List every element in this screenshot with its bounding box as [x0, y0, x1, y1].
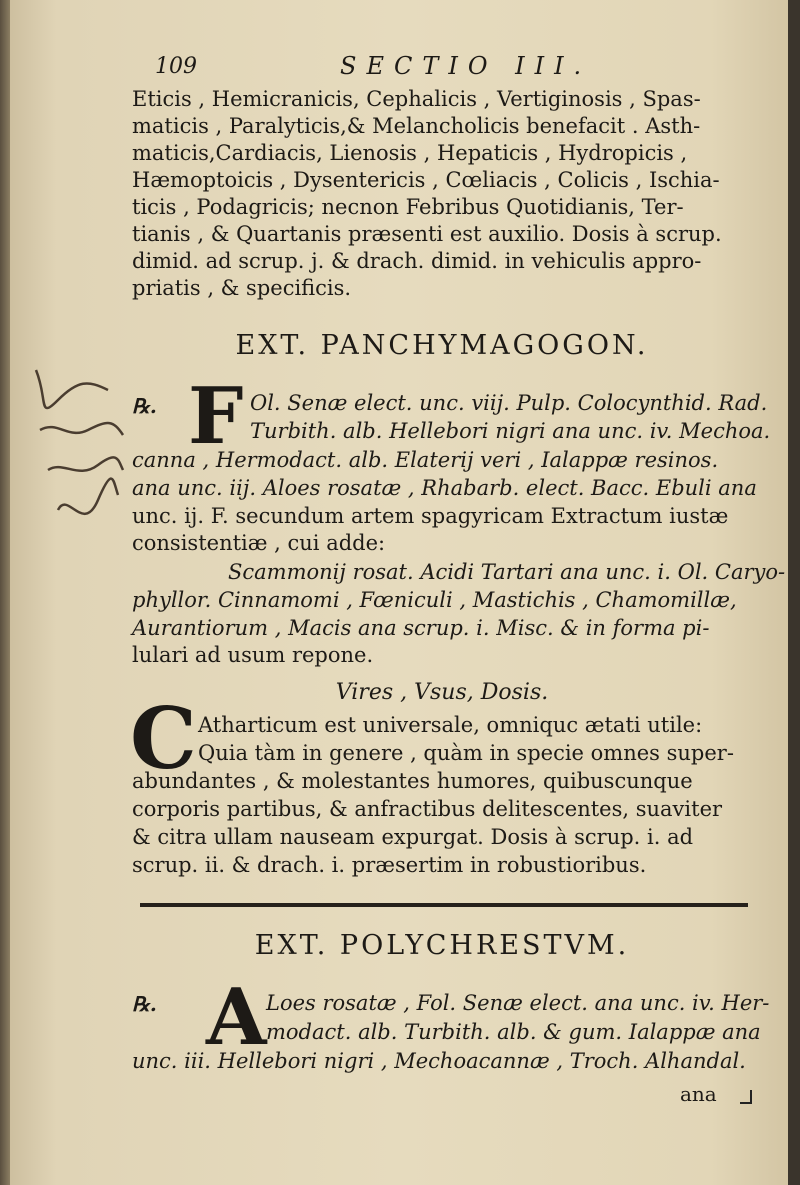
- text-line: consistentiæ , cui adde:: [132, 531, 386, 555]
- text-line: Ol. Senæ elect. unc. viij. Pulp. Colocynthid. Rad.: [250, 391, 768, 415]
- text-line: lulari ad usum repone.: [132, 643, 374, 667]
- text-line: abundantes , & molestantes humores, quibuscunque: [132, 769, 693, 793]
- divider-rule: [140, 903, 748, 907]
- page-number: 109: [155, 54, 197, 79]
- recipe-symbol: ℞.: [132, 394, 157, 418]
- text-line: scrup. ii. & drach. i. præsertim in robustioribus.: [132, 853, 647, 877]
- handwritten-margin-note: [28, 360, 128, 550]
- text-line: Scammonij rosat. Acidi Tartari ana unc. i. Ol. Caryo-: [228, 560, 786, 584]
- running-head: SECTIO III.: [340, 52, 592, 80]
- text-line: ticis , Podagricis; necnon Febribus Quotidianis, Ter-: [132, 195, 684, 219]
- text-line: maticis , Paralyticis,& Melancholicis benefacit . Asth-: [132, 114, 701, 138]
- section-heading: EXT. PANCHYMAGOGON.: [235, 330, 649, 361]
- text-line: modact. alb. Turbith. alb. & gum. Ialappæ ana: [266, 1020, 761, 1044]
- page-header: [150, 50, 750, 84]
- drop-cap: A: [206, 972, 267, 1063]
- text-line: unc. iii. Hellebori nigri , Mechoacannæ , Troch. Alhandal.: [132, 1049, 746, 1073]
- text-line: Aurantiorum , Macis ana scrup. i. Misc. & in forma pi-: [132, 616, 710, 640]
- book-page: [10, 0, 788, 1185]
- text-line: dimid. ad scrup. j. & drach. dimid. in vehiculis appro-: [132, 249, 702, 273]
- text-line: canna , Hermodact. alb. Elaterij veri , Ialappæ resinos.: [132, 448, 719, 472]
- text-line: & citra ullam nauseam expurgat. Dosis à scrup. i. ad: [132, 825, 694, 849]
- text-line: Hæmoptoicis , Dysentericis , Cœliacis , Colicis , Ischia-: [132, 168, 720, 192]
- text-line: maticis,Cardiacis, Lienosis , Hepaticis , Hydropicis ,: [132, 141, 688, 165]
- text-line: Eticis , Hemicranicis, Cephalicis , Vertiginosis , Spas-: [132, 87, 701, 111]
- text-line: priatis , & specificis.: [132, 276, 352, 300]
- recipe-symbol: ℞.: [132, 992, 157, 1016]
- section-heading: EXT. POLYCHRESTVM.: [254, 930, 630, 961]
- corner-mark: [740, 1090, 752, 1104]
- text-line: Atharticum est universale, omniquc ætati utile:: [198, 713, 703, 737]
- drop-cap: C: [130, 689, 197, 788]
- text-line: Loes rosatæ , Fol. Senæ elect. ana unc. iv. Her-: [266, 991, 770, 1015]
- catchword: ana: [680, 1082, 717, 1106]
- text-line: unc. ij. F. secundum artem spagyricam Extractum iustæ: [132, 504, 729, 528]
- subheading: Vires , Vsus, Dosis.: [335, 680, 549, 705]
- text-line: corporis partibus, & anfractibus delitescentes, suaviter: [132, 797, 723, 821]
- text-line: phyllor. Cinnamomi , Fœniculi , Mastichis , Chamomillæ,: [132, 588, 737, 612]
- drop-cap: F: [188, 371, 244, 462]
- text-line: ana unc. iij. Aloes rosatæ , Rhabarb. elect. Bacc. Ebuli ana: [132, 476, 757, 500]
- text-line: Turbith. alb. Hellebori nigri ana unc. iv. Mechoa.: [250, 419, 771, 443]
- text-line: tianis , & Quartanis præsenti est auxilio. Dosis à scrup.: [132, 222, 722, 246]
- text-line: Quia tàm in genere , quàm in specie omnes super-: [198, 741, 734, 765]
